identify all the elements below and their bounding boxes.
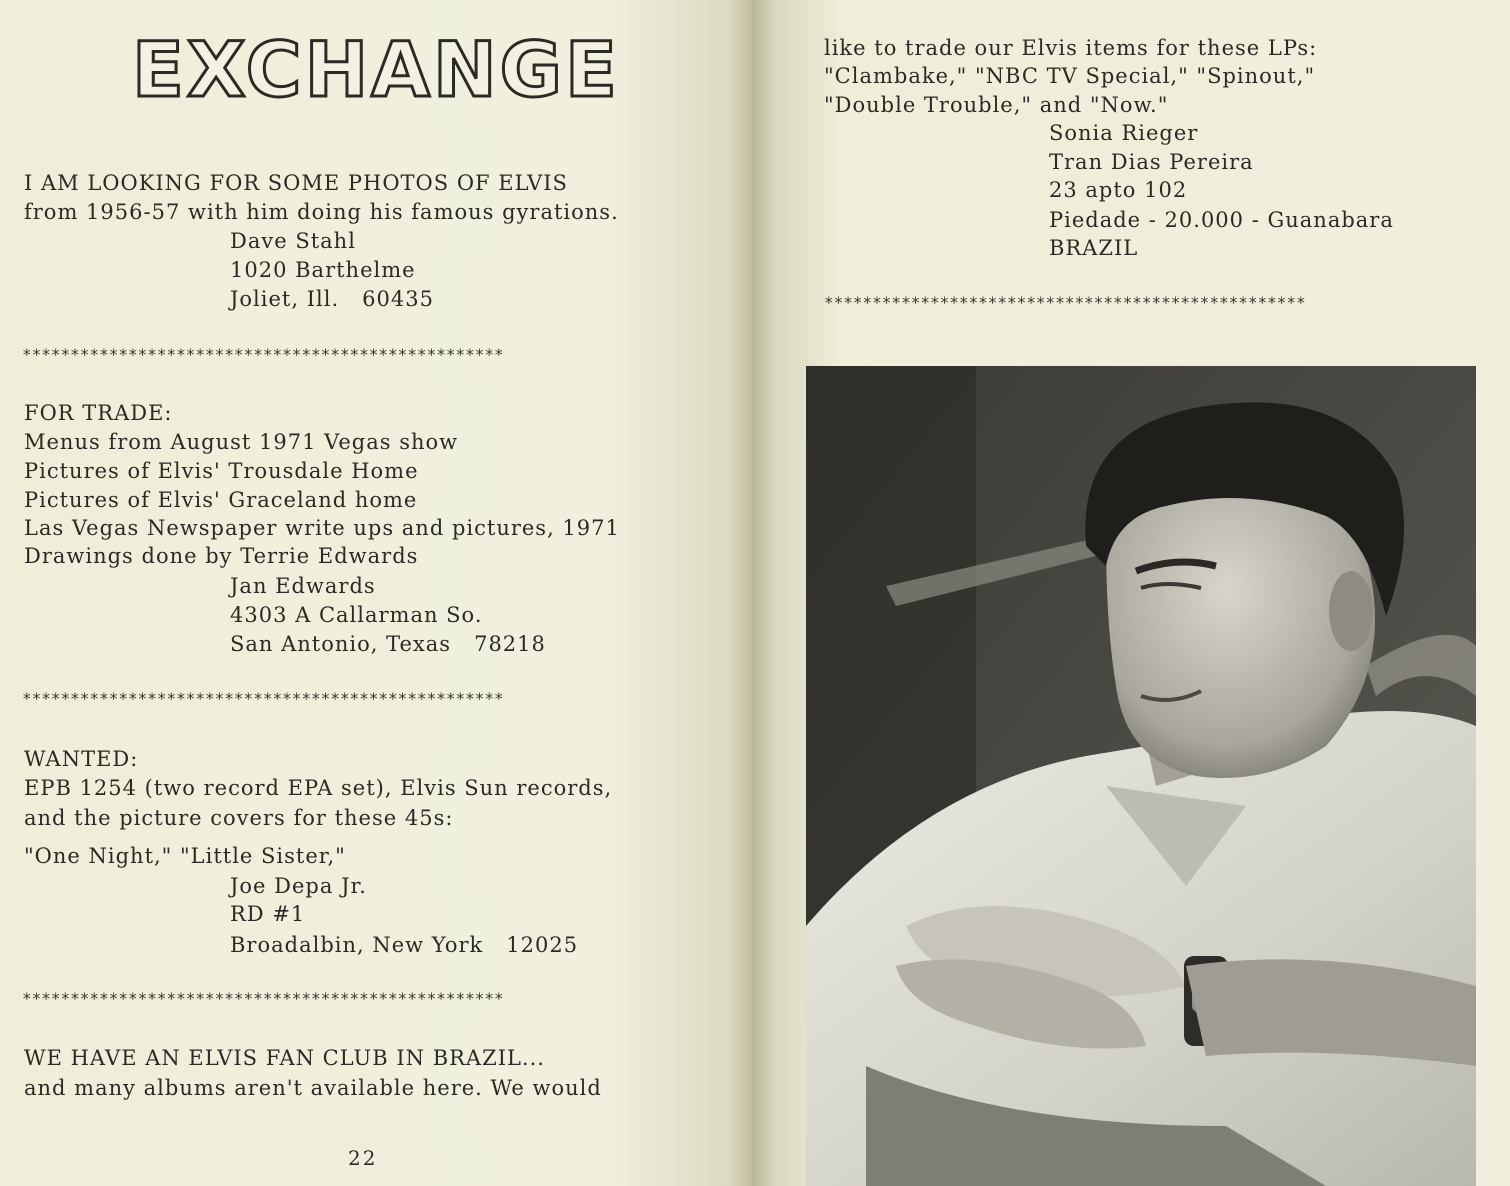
ad3-line: "One Night," "Little Sister," — [24, 844, 346, 868]
ad2-city: San Antonio, Texas 78218 — [230, 632, 546, 656]
ad2-item: Drawings done by Terrie Edwards — [24, 544, 419, 568]
ad4-city: Piedade - 20.000 - Guanabara — [1049, 208, 1394, 232]
separator: ************************************************** — [22, 990, 504, 1008]
ad3-line: and the picture covers for these 45s: — [24, 806, 454, 830]
ad1-name: Dave Stahl — [230, 229, 356, 253]
ad2-street: 4303 A Callarman So. — [230, 603, 483, 627]
separator: ************************************************** — [22, 346, 504, 364]
ad1-street: 1020 Barthelme — [230, 258, 416, 282]
elvis-photo — [806, 366, 1476, 1186]
ad1-heading: I AM LOOKING FOR SOME PHOTOS OF ELVIS — [24, 171, 568, 195]
ad4-heading: WE HAVE AN ELVIS FAN CLUB IN BRAZIL... — [24, 1046, 545, 1070]
ad3-name: Joe Depa Jr. — [230, 874, 367, 898]
ad4-street: Tran Dias Pereira — [1049, 150, 1254, 174]
ad4-cont-line: "Clambake," "NBC TV Special," "Spinout," — [824, 64, 1316, 88]
ad3-city: Broadalbin, New York 12025 — [230, 933, 579, 957]
ad2-item: Pictures of Elvis' Graceland home — [24, 488, 418, 512]
ad3-heading: WANTED: — [24, 747, 139, 771]
ad1-body: from 1956-57 with him doing his famous gyrations. — [24, 200, 619, 224]
ad1-city: Joliet, Ill. 60435 — [230, 287, 434, 311]
separator: ************************************************** — [22, 690, 504, 708]
ad4-line: and many albums aren't available here. We would — [24, 1076, 602, 1100]
ad4-cont-line: like to trade our Elvis items for these LPs: — [824, 36, 1318, 60]
page-title: EXCHANGE — [132, 25, 620, 114]
ad2-name: Jan Edwards — [230, 574, 376, 598]
ad4-apt: 23 apto 102 — [1049, 178, 1188, 202]
ad3-line: EPB 1254 (two record EPA set), Elvis Sun records, — [24, 776, 613, 800]
ad2-item: Menus from August 1971 Vegas show — [24, 430, 459, 454]
separator: ************************************************** — [824, 294, 1306, 312]
ad2-item: Las Vegas Newspaper write ups and pictures, 1971 — [24, 516, 620, 540]
left-page — [0, 0, 752, 1186]
photo-illustration — [806, 366, 1476, 1186]
ad4-name: Sonia Rieger — [1049, 121, 1199, 145]
ad2-heading: FOR TRADE: — [24, 401, 173, 425]
ad3-street: RD #1 — [230, 902, 306, 926]
right-page — [752, 0, 1510, 1186]
ad4-cont-line: "Double Trouble," and "Now." — [824, 93, 1169, 117]
ad4-country: BRAZIL — [1049, 236, 1139, 260]
ad2-item: Pictures of Elvis' Trousdale Home — [24, 459, 419, 483]
page-number: 22 — [348, 1146, 378, 1170]
